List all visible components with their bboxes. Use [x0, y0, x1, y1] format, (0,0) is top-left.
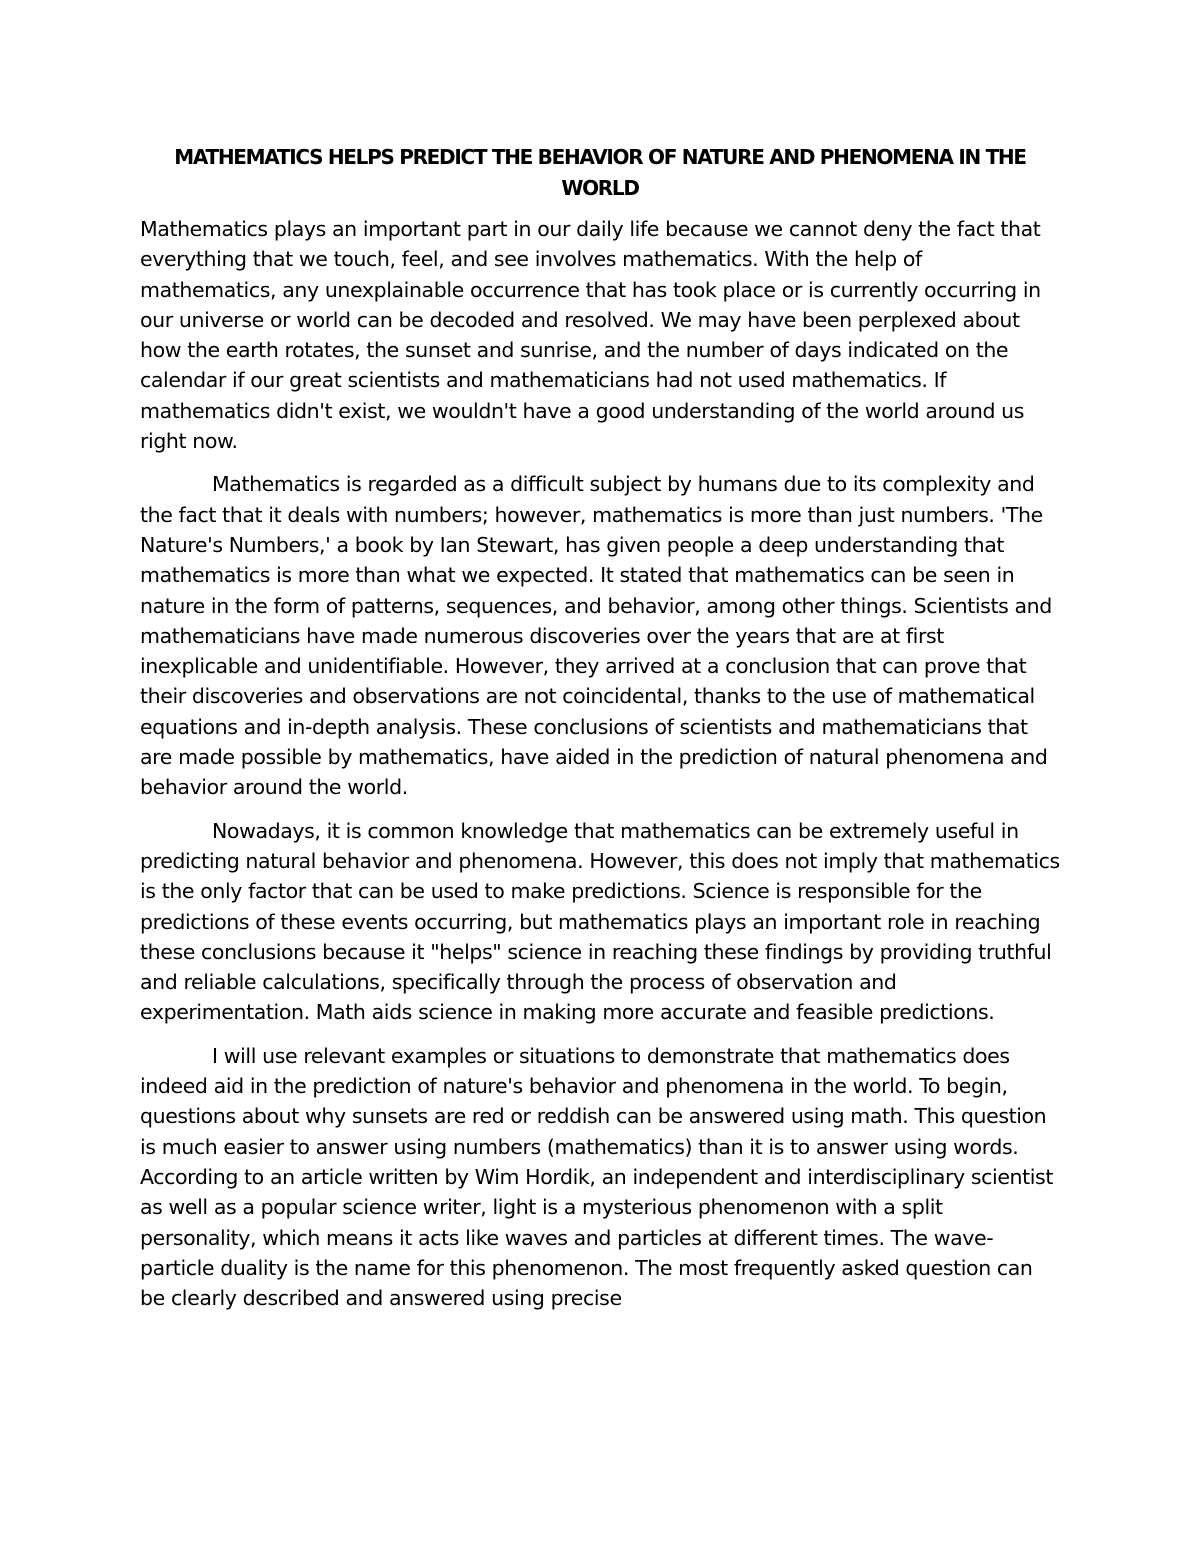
paragraph-1: Mathematics plays an important part in our daily life because we cannot deny the fact that everything that we touch, feel, and see involves mathematics. With the help of mathematics, any unexplainable occurrence that has took place or is currently occurring in our universe or world can be decoded and resolved. We may have been perplexed about how the earth rotates, the sunset and sunrise, and the number of days indicated on the calendar if our great scientists and mathematicians had not used mathematics. If mathematics didn't exist, we wouldn't have a good understanding of the world around us right now.: [140, 217, 1041, 454]
document-title: MATHEMATICS HELPS PREDICT THE BEHAVIOR OF NATURE AND PHENOMENA IN THE WORLD: [174, 145, 1026, 200]
paragraph-2: Mathematics is regarded as a difficult subject by humans due to its complexity and the fact that it deals with numbers; however, mathematics is more than just numbers. 'The Nature's Numbers,' a book by Ian Stewart, has given people a deep understanding that mathematics is more than what we expected. It stated that mathematics can be seen in nature in the form of patterns, sequences, and behavior, among other things. Scientists and mathematicians have made numerous discoveries over the years that are at first inexplicable and unidentifiable. However, they arrived at a conclusion that can prove that their discoveries and observations are not coincidental, thanks to the use of mathematical equations and in-depth analysis. These conclusions of scientists and mathematicians that are made possible by mathematics, have aided in the prediction of natural phenomena and behavior around the world.: [140, 472, 1052, 800]
paragraph-4: I will use relevant examples or situations to demonstrate that mathematics does indeed aid in the prediction of nature's behavior and phenomena in the world. To begin, questions about why sunsets are red or reddish can be answered using math. This question is much easier to answer using numbers (mathematics) than it is to answer using words. According to an article written by Wim Hordik, an independent and interdisciplinary scientist as well as a popular science writer, light is a mysterious phenomenon with a split personality, which means it acts like waves and particles at different times. The wave-particle duality is the name for this phenomenon. The most frequently asked question can be clearly described and answered using precise: [140, 1043, 1053, 1311]
paragraph-3: Nowadays, it is common knowledge that mathematics can be extremely useful in predicting natural behavior and phenomena. However, this does not imply that mathematics is the only factor that can be used to make predictions. Science is responsible for the predictions of these events occurring, but mathematics plays an important role in reaching these conclusions because it "helps" science in reaching these findings by providing truthful and reliable calculations, specifically through the process of observation and experimentation. Math aids science in making more accurate and feasible predictions.: [140, 818, 1060, 1025]
document-page: [140, 142, 1060, 1326]
